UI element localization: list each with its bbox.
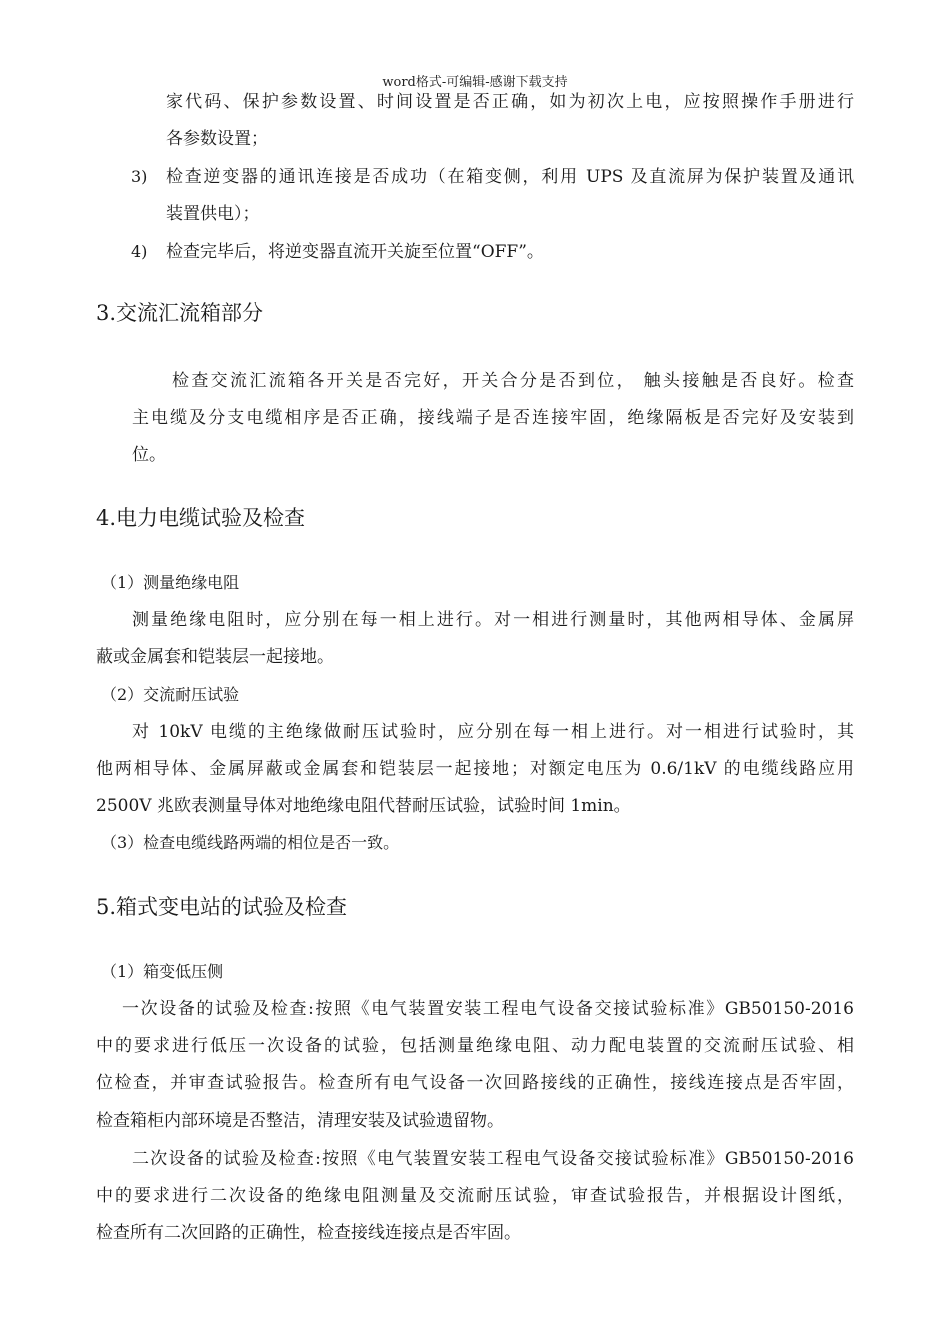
text-line: 蔽或金属套和铠装层一起接地。 [96, 647, 334, 667]
subsection-title: （1）箱变低压侧 [101, 962, 224, 981]
text-line: 装置供电）； [166, 204, 260, 224]
page-header: word格式-可编辑-感谢下载支持 [382, 75, 568, 90]
section-heading: 3.交流汇流箱部分 [96, 301, 264, 325]
subsection-title: （2）交流耐压试验 [101, 685, 240, 704]
text-line: 检查逆变器的通讯连接是否成功（在箱变侧，利用 UPS 及直流屏为保护装置及通讯 [166, 167, 854, 187]
text-line: 主电缆及分支电缆相序是否正确，接线端子是否连接牢固，绝缘隔板是否完好及安装到 [132, 408, 854, 428]
text-line: 二次设备的试验及检查:按照《电气装置安装工程电气设备交接试验标准》GB50150-2016 [132, 1149, 854, 1169]
subsection-title: （1）测量绝缘电阻 [101, 573, 240, 592]
list-number: 4) [131, 242, 148, 261]
text-line: 他两相导体、金属屏蔽或金属套和铠装层一起接地；对额定电压为 0.6/1kV 的电缆线路应用 [96, 759, 854, 779]
text-line: 2500V 兆欧表测量导体对地绝缘电阻代替耐压试验，试验时间 1min。 [96, 796, 631, 816]
text-line: 检查箱柜内部环境是否整洁，清理安装及试验遗留物。 [96, 1111, 504, 1131]
subsection-title: （3）检查电缆线路两端的相位是否一致。 [101, 833, 400, 852]
text-line: 中的要求进行低压一次设备的试验，包括测量绝缘电阻、动力配电装置的交流耐压试验、相 [96, 1036, 854, 1056]
text-line: 检查完毕后，将逆变器直流开关旋至位置“OFF”。 [166, 242, 544, 262]
section-heading: 4.电力电缆试验及检查 [96, 506, 306, 530]
text-line: 测量绝缘电阻时，应分别在每一相上进行。对一相进行测量时，其他两相导体、金属屏 [132, 610, 854, 630]
text-line: 一次设备的试验及检查:按照《电气装置安装工程电气设备交接试验标准》GB50150-2016 [122, 999, 854, 1019]
section-heading: 5.箱式变电站的试验及检查 [96, 895, 348, 919]
text-line: 位。 [132, 445, 166, 465]
text-line: 各参数设置； [166, 129, 268, 149]
list-number: 3) [131, 167, 148, 186]
text-line: 对 10kV 电缆的主绝缘做耐压试验时，应分别在每一相上进行。对一相进行试验时，其 [132, 722, 854, 742]
text-line: 中的要求进行二次设备的绝缘电阻测量及交流耐压试验，审查试验报告，并根据设计图纸， [96, 1186, 854, 1206]
text-line: 检查交流汇流箱各开关是否完好，开关合分是否到位， 触头接触是否良好。检查 [172, 371, 854, 391]
text-line: 检查所有二次回路的正确性，检查接线连接点是否牢固。 [96, 1223, 521, 1243]
text-line: 家代码、保护参数设置、时间设置是否正确，如为初次上电，应按照操作手册进行 [166, 92, 854, 112]
text-line: 位检查，并审查试验报告。检查所有电气设备一次回路接线的正确性，接线连接点是否牢固， [96, 1073, 854, 1093]
